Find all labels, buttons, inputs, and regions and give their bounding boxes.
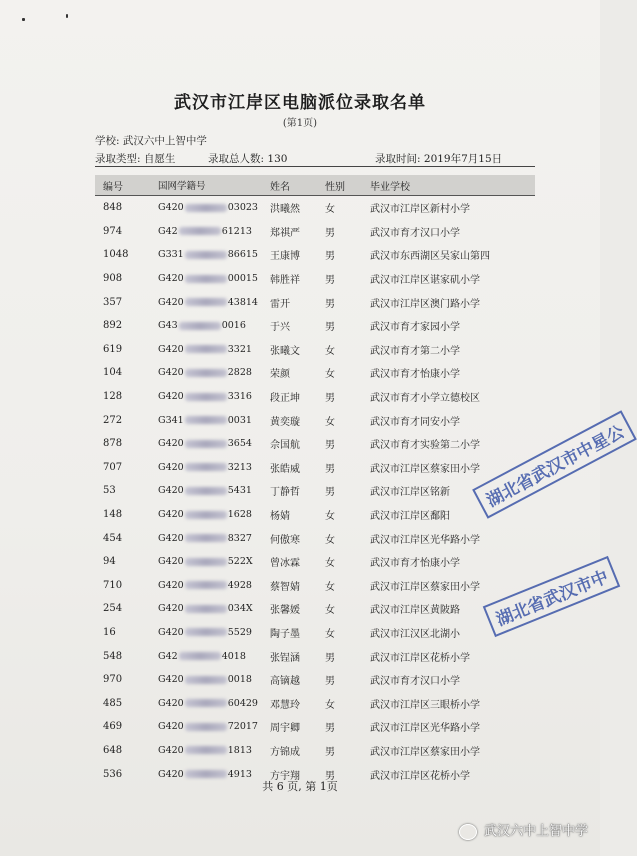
cell-name: 张皓威 bbox=[270, 463, 300, 475]
cell-gender: 女 bbox=[325, 581, 335, 593]
cell-name: 郑祺严 bbox=[270, 227, 300, 239]
cell-number: 619 bbox=[103, 343, 123, 355]
id-prefix: G420 bbox=[158, 391, 184, 403]
cell-number: 272 bbox=[103, 414, 123, 426]
cell-number: 974 bbox=[103, 225, 123, 237]
cell-student-id bbox=[158, 597, 270, 621]
id-prefix: G420 bbox=[158, 202, 184, 214]
cell-gender: 女 bbox=[325, 534, 335, 546]
cell-gender: 男 bbox=[325, 322, 335, 334]
table-row bbox=[95, 361, 535, 385]
cell-name: 韩胜祥 bbox=[270, 275, 300, 287]
cell-student-id bbox=[158, 739, 270, 763]
table-row bbox=[95, 479, 535, 503]
admission-table bbox=[95, 175, 535, 786]
header-number: 编号 bbox=[95, 175, 158, 196]
id-prefix: G420 bbox=[158, 603, 184, 615]
id-prefix: G420 bbox=[158, 579, 184, 591]
cell-school: 武汉市江岸区花桥小学 bbox=[370, 770, 470, 782]
id-prefix: G420 bbox=[158, 438, 184, 450]
table-row bbox=[95, 338, 535, 362]
header-student-id: 国网学籍号 bbox=[158, 175, 270, 196]
table-row bbox=[95, 597, 535, 621]
cell-student-id bbox=[158, 715, 270, 739]
document-title: 武汉市江岸区电脑派位录取名单 bbox=[174, 93, 426, 113]
cell-name: 王康博 bbox=[270, 251, 300, 263]
id-suffix: 034X bbox=[227, 603, 253, 615]
cell-student-id bbox=[158, 196, 270, 220]
id-prefix: G420 bbox=[158, 367, 184, 379]
cell-school: 武汉市江汉区北湖小 bbox=[370, 628, 460, 640]
table-header-row bbox=[95, 175, 535, 196]
cell-name: 蔡智婧 bbox=[270, 581, 300, 593]
redacted-mask bbox=[185, 511, 227, 519]
table-row bbox=[95, 408, 535, 432]
id-prefix: G420 bbox=[158, 626, 184, 638]
table-row bbox=[95, 456, 535, 480]
cell-gender: 男 bbox=[325, 298, 335, 310]
cell-school: 武汉市育才实验第二小学 bbox=[370, 440, 480, 452]
cell-school: 武汉市江岸区光华路小学 bbox=[370, 723, 480, 735]
table-row bbox=[95, 314, 535, 338]
id-prefix: G420 bbox=[158, 461, 184, 473]
header-gender: 性别 bbox=[325, 175, 370, 196]
cell-gender: 女 bbox=[325, 628, 335, 640]
official-seal-stamp-2: 湖北省武汉市中 bbox=[483, 556, 621, 637]
table-row bbox=[95, 668, 535, 692]
cell-number: 104 bbox=[103, 367, 123, 379]
id-suffix: 5529 bbox=[227, 626, 252, 638]
wechat-icon bbox=[459, 824, 477, 840]
cell-name: 于兴 bbox=[270, 322, 290, 334]
cell-student-id bbox=[158, 621, 270, 645]
cell-student-id bbox=[158, 644, 270, 668]
id-suffix: 522X bbox=[227, 556, 253, 568]
id-prefix: G420 bbox=[158, 296, 184, 308]
redacted-mask bbox=[185, 204, 227, 212]
cell-school: 武汉市江岸区蔡家田小学 bbox=[370, 746, 480, 758]
id-prefix: G420 bbox=[158, 509, 184, 521]
cell-gender: 男 bbox=[325, 463, 335, 475]
cell-name: 黄奕璇 bbox=[270, 416, 300, 428]
redacted-mask bbox=[185, 581, 227, 589]
redacted-mask bbox=[185, 440, 227, 448]
id-suffix: 1628 bbox=[227, 509, 252, 521]
redacted-mask bbox=[185, 298, 227, 306]
cell-gender: 男 bbox=[325, 440, 335, 452]
id-prefix: G420 bbox=[158, 768, 184, 780]
id-suffix: 86615 bbox=[227, 249, 258, 261]
cell-name: 曾冰霖 bbox=[270, 558, 300, 570]
cell-number: 357 bbox=[103, 296, 123, 308]
official-seal-stamp: 湖北省武汉市中星公 bbox=[472, 410, 637, 518]
id-suffix: 1813 bbox=[227, 744, 252, 756]
cell-name: 方锦成 bbox=[270, 746, 300, 758]
id-suffix: 61213 bbox=[221, 225, 252, 237]
cell-gender: 女 bbox=[325, 345, 335, 357]
cell-student-id bbox=[158, 290, 270, 314]
redacted-mask bbox=[185, 369, 227, 377]
id-suffix: 4018 bbox=[221, 650, 246, 662]
id-suffix: 72017 bbox=[227, 721, 258, 733]
redacted-mask bbox=[185, 251, 227, 259]
header-rule bbox=[95, 166, 535, 167]
id-suffix: 03023 bbox=[227, 202, 258, 214]
table-row bbox=[95, 691, 535, 715]
cell-name: 佘国航 bbox=[270, 440, 300, 452]
cell-gender: 女 bbox=[325, 699, 335, 711]
redacted-mask bbox=[185, 275, 227, 283]
cell-student-id bbox=[158, 550, 270, 574]
header-school: 毕业学校 bbox=[370, 175, 535, 196]
id-suffix: 43814 bbox=[227, 296, 258, 308]
cell-school: 武汉市育才第二小学 bbox=[370, 345, 460, 357]
id-prefix: G420 bbox=[158, 343, 184, 355]
redacted-mask bbox=[185, 558, 227, 566]
cell-school: 武汉市江岸区澳门路小学 bbox=[370, 298, 480, 310]
cell-school: 武汉市江岸区鄱阳 bbox=[370, 511, 450, 523]
cell-student-id bbox=[158, 691, 270, 715]
cell-student-id bbox=[158, 314, 270, 338]
cell-student-id bbox=[158, 574, 270, 598]
cell-school: 武汉市江岸区蔡家田小学 bbox=[370, 581, 480, 593]
cell-student-id bbox=[158, 385, 270, 409]
cell-name: 张锃涵 bbox=[270, 652, 300, 664]
id-prefix: G420 bbox=[158, 674, 184, 686]
id-prefix: G420 bbox=[158, 744, 184, 756]
id-prefix: G43 bbox=[158, 320, 178, 332]
cell-gender: 女 bbox=[325, 369, 335, 381]
redacted-mask bbox=[185, 628, 227, 636]
table-row bbox=[95, 739, 535, 763]
id-suffix: 5431 bbox=[227, 485, 252, 497]
redacted-mask bbox=[185, 723, 227, 731]
cell-gender: 女 bbox=[325, 416, 335, 428]
cell-student-id bbox=[158, 267, 270, 291]
cell-number: 148 bbox=[103, 509, 123, 521]
cell-number: 485 bbox=[103, 697, 123, 709]
cell-name: 张馨媛 bbox=[270, 605, 300, 617]
cell-number: 908 bbox=[103, 273, 123, 285]
table-row bbox=[95, 196, 535, 220]
time-value: 2019年7月15日 bbox=[423, 153, 503, 165]
cell-name: 何傲寒 bbox=[270, 534, 300, 546]
table-row bbox=[95, 220, 535, 244]
cell-number: 454 bbox=[103, 532, 123, 544]
cell-number: 254 bbox=[103, 603, 123, 615]
id-prefix: G341 bbox=[158, 414, 184, 426]
redacted-mask bbox=[179, 322, 221, 330]
table-row bbox=[95, 621, 535, 645]
id-suffix: 3316 bbox=[227, 391, 252, 403]
cell-number: 648 bbox=[103, 744, 123, 756]
cell-number: 548 bbox=[103, 650, 123, 662]
cell-student-id bbox=[158, 338, 270, 362]
cell-school: 武汉市江岸区三眼桥小学 bbox=[370, 699, 480, 711]
table-row bbox=[95, 385, 535, 409]
cell-gender: 女 bbox=[325, 204, 335, 216]
redacted-mask bbox=[185, 416, 227, 424]
cell-student-id bbox=[158, 432, 270, 456]
cell-number: 1048 bbox=[103, 249, 129, 261]
id-prefix: G420 bbox=[158, 556, 184, 568]
cell-student-id bbox=[158, 243, 270, 267]
cell-gender: 男 bbox=[325, 275, 335, 287]
id-suffix: 2828 bbox=[227, 367, 252, 379]
cell-school: 武汉市江岸区新村小学 bbox=[370, 204, 470, 216]
cell-number: 53 bbox=[103, 485, 116, 497]
page-footer: 共 6 页, 第 1页 bbox=[262, 780, 338, 793]
id-suffix: 3321 bbox=[227, 343, 252, 355]
table-row bbox=[95, 290, 535, 314]
total-admitted-meta bbox=[208, 151, 287, 166]
id-prefix: G420 bbox=[158, 721, 184, 733]
cell-school: 武汉市育才小学立德校区 bbox=[370, 393, 480, 405]
cell-name: 方宇翔 bbox=[270, 770, 300, 782]
admission-type-value: 自愿生 bbox=[143, 153, 176, 165]
school-label: 学校: bbox=[95, 135, 120, 147]
admission-time-meta bbox=[375, 151, 502, 166]
id-suffix: 4928 bbox=[227, 579, 252, 591]
cell-name: 杨婧 bbox=[270, 511, 290, 523]
id-suffix: 00015 bbox=[227, 273, 258, 285]
table-row bbox=[95, 574, 535, 598]
cell-student-id bbox=[158, 503, 270, 527]
cell-school: 武汉市江岸区谌家矶小学 bbox=[370, 275, 480, 287]
redacted-mask bbox=[185, 345, 227, 353]
redacted-mask bbox=[185, 393, 227, 401]
cell-number: 536 bbox=[103, 768, 123, 780]
cell-number: 94 bbox=[103, 556, 116, 568]
id-suffix: 8327 bbox=[227, 532, 252, 544]
cell-student-id bbox=[158, 408, 270, 432]
cell-student-id bbox=[158, 456, 270, 480]
table-body bbox=[95, 196, 535, 786]
cell-gender: 男 bbox=[325, 487, 335, 499]
cell-student-id bbox=[158, 220, 270, 244]
cell-school: 武汉市育才汉口小学 bbox=[370, 227, 460, 239]
id-prefix: G331 bbox=[158, 249, 184, 261]
id-prefix: G42 bbox=[158, 650, 178, 662]
cell-gender: 男 bbox=[325, 393, 335, 405]
cell-gender: 男 bbox=[325, 652, 335, 664]
cell-name: 张曦文 bbox=[270, 345, 300, 357]
time-label: 录取时间: bbox=[375, 153, 421, 165]
admission-type-meta bbox=[95, 151, 175, 166]
table-row bbox=[95, 550, 535, 574]
table-row bbox=[95, 503, 535, 527]
cell-school: 武汉市江岸区花桥小学 bbox=[370, 652, 470, 664]
page-indicator: (第1页) bbox=[282, 118, 318, 129]
cell-student-id bbox=[158, 361, 270, 385]
total-value: 130 bbox=[267, 153, 288, 165]
id-suffix: 4913 bbox=[227, 768, 252, 780]
cell-gender: 男 bbox=[325, 723, 335, 735]
cell-gender: 男 bbox=[325, 251, 335, 263]
account-watermark bbox=[459, 820, 588, 840]
cell-student-id bbox=[158, 479, 270, 503]
table-row bbox=[95, 526, 535, 550]
cell-name: 周宇卿 bbox=[270, 723, 300, 735]
cell-gender: 女 bbox=[325, 558, 335, 570]
redacted-mask bbox=[185, 770, 227, 778]
cell-number: 128 bbox=[103, 391, 123, 403]
table-row bbox=[95, 267, 535, 291]
header-name: 姓名 bbox=[270, 175, 325, 196]
scan-speck bbox=[66, 14, 68, 18]
redacted-mask bbox=[179, 652, 221, 660]
redacted-mask bbox=[179, 227, 221, 235]
cell-gender: 女 bbox=[325, 605, 335, 617]
id-prefix: G420 bbox=[158, 532, 184, 544]
id-prefix: G420 bbox=[158, 697, 184, 709]
cell-student-id bbox=[158, 668, 270, 692]
id-suffix: 3654 bbox=[227, 438, 252, 450]
cell-name: 邓慧玲 bbox=[270, 699, 300, 711]
cell-name: 丁静哲 bbox=[270, 487, 300, 499]
redacted-mask bbox=[185, 746, 227, 754]
cell-name: 高镝越 bbox=[270, 676, 300, 688]
cell-gender: 男 bbox=[325, 676, 335, 688]
cell-name: 雷开 bbox=[270, 298, 290, 310]
cell-number: 892 bbox=[103, 320, 123, 332]
cell-gender: 男 bbox=[325, 770, 335, 782]
table-row bbox=[95, 432, 535, 456]
cell-school: 武汉市东西湖区吴家山第四 bbox=[370, 251, 490, 263]
id-suffix: 0018 bbox=[227, 674, 252, 686]
total-label: 录取总人数: bbox=[208, 153, 265, 165]
cell-name: 荣颜 bbox=[270, 369, 290, 381]
id-suffix: 60429 bbox=[227, 697, 258, 709]
cell-number: 16 bbox=[103, 626, 116, 638]
cell-school: 武汉市育才怡康小学 bbox=[370, 369, 460, 381]
cell-student-id bbox=[158, 526, 270, 550]
cell-number: 848 bbox=[103, 202, 123, 214]
cell-number: 970 bbox=[103, 674, 123, 686]
id-prefix: G42 bbox=[158, 225, 178, 237]
cell-number: 469 bbox=[103, 721, 123, 733]
id-suffix: 0031 bbox=[227, 414, 252, 426]
cell-school: 武汉市育才怡康小学 bbox=[370, 558, 460, 570]
cell-name: 洪曦然 bbox=[270, 204, 300, 216]
cell-number: 878 bbox=[103, 438, 123, 450]
redacted-mask bbox=[185, 699, 227, 707]
cell-school: 武汉市育才家园小学 bbox=[370, 322, 460, 334]
cell-school: 武汉市江岸区黄陂路 bbox=[370, 605, 460, 617]
cell-school: 武汉市育才汉口小学 bbox=[370, 676, 460, 688]
cell-school: 武汉市江岸区光华路小学 bbox=[370, 534, 480, 546]
scan-speck bbox=[22, 18, 25, 21]
redacted-mask bbox=[185, 463, 227, 471]
admission-type-label: 录取类型: bbox=[95, 153, 141, 165]
table-row bbox=[95, 715, 535, 739]
cell-school: 武汉市育才同安小学 bbox=[370, 416, 460, 428]
cell-gender: 女 bbox=[325, 511, 335, 523]
redacted-mask bbox=[185, 676, 227, 684]
id-suffix: 0016 bbox=[221, 320, 246, 332]
watermark-text: 武汉六中上智中学 bbox=[483, 824, 588, 839]
school-value: 武汉六中上智中学 bbox=[122, 135, 207, 147]
cell-gender: 男 bbox=[325, 227, 335, 239]
cell-number: 710 bbox=[103, 579, 123, 591]
redacted-mask bbox=[185, 487, 227, 495]
id-prefix: G420 bbox=[158, 273, 184, 285]
cell-name: 陶子墨 bbox=[270, 628, 300, 640]
id-suffix: 3213 bbox=[227, 461, 252, 473]
cell-gender: 男 bbox=[325, 746, 335, 758]
cell-number: 707 bbox=[103, 461, 123, 473]
cell-school: 武汉市江岸区蔡家田小学 bbox=[370, 463, 480, 475]
redacted-mask bbox=[185, 534, 227, 542]
id-prefix: G420 bbox=[158, 485, 184, 497]
table-row bbox=[95, 644, 535, 668]
school-meta bbox=[95, 133, 207, 148]
table-row bbox=[95, 243, 535, 267]
cell-name: 段正坤 bbox=[270, 393, 300, 405]
redacted-mask bbox=[185, 605, 227, 613]
cell-school: 武汉市江岸区铭新 bbox=[370, 487, 450, 499]
